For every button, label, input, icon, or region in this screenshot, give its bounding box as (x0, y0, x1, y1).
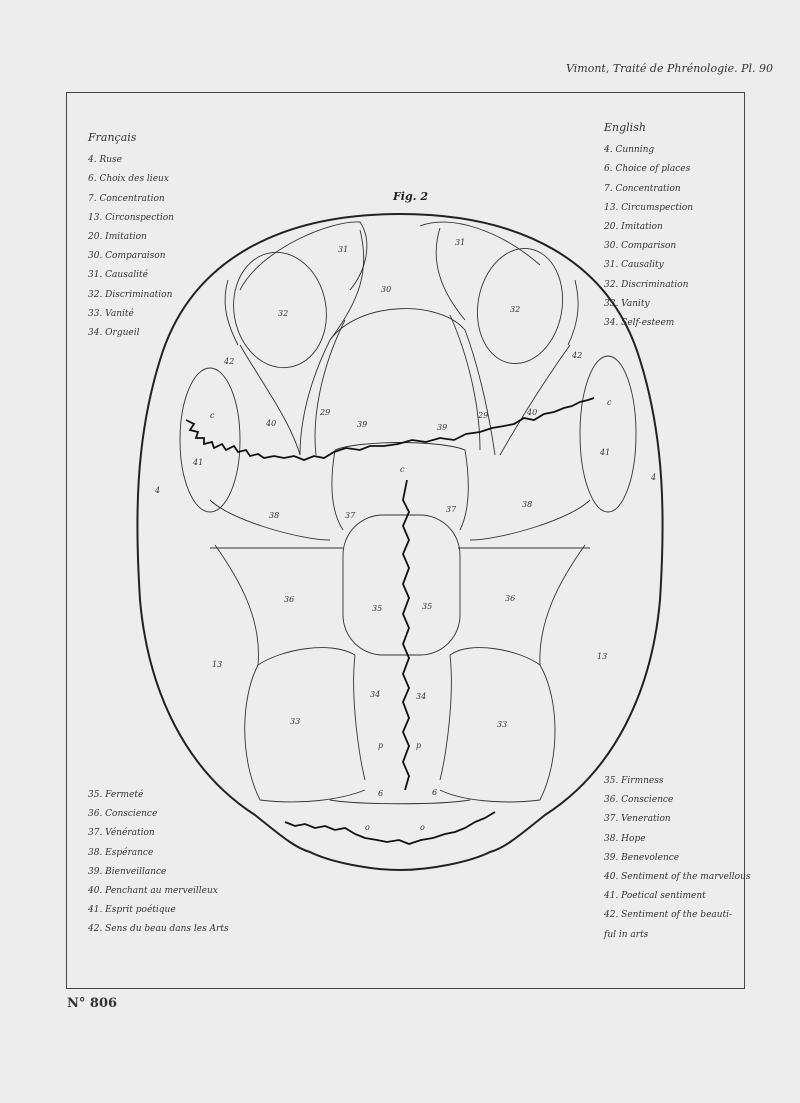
legend-item: 20. Imitation (88, 232, 147, 243)
region-label: c (210, 411, 215, 420)
english-legend-title: English (604, 121, 646, 134)
legend-item: 38. Espérance (88, 847, 154, 858)
legend-item: 40. Penchant au merveilleux (88, 886, 218, 897)
region-label: 40 (266, 419, 277, 428)
legend-item: 41. Esprit poétique (88, 905, 176, 916)
region-label: o (420, 823, 425, 832)
region-label: 42 (572, 351, 583, 360)
region-label: 39 (437, 423, 448, 432)
legend-item: 30. Comparison (604, 241, 677, 252)
legend-item: 30. Comparaison (88, 251, 166, 262)
region-41-left (180, 368, 240, 512)
plate-header: Vimont, Traité de Phrénologie. Pl. 90 (566, 62, 774, 75)
legend-item: 40. Sentiment of the marvellous (604, 872, 751, 883)
region-label: p (416, 741, 422, 750)
region-label: 37 (446, 505, 457, 514)
legend-item: 7. Concentration (88, 193, 165, 204)
region-label: 34 (370, 690, 381, 699)
region-label: 37 (345, 511, 356, 520)
region-label: p (378, 741, 384, 750)
legend-item: 35. Fermeté (88, 790, 144, 800)
region-label: c (607, 398, 612, 407)
region-label: 35 (422, 602, 433, 611)
region-label: 38 (522, 500, 533, 509)
region-label: 4 (651, 473, 657, 482)
region-label: 6 (432, 788, 438, 797)
legend-item: 13. Circonspection (88, 212, 174, 223)
legend-item: 37. Vénération (88, 828, 155, 839)
region-label: 36 (505, 594, 516, 603)
legend-item: 7. Concentration (604, 183, 681, 194)
sagittal-suture (403, 480, 409, 790)
legend-item: 37. Veneration (604, 814, 671, 825)
region-29-right-outline (450, 315, 480, 450)
legend-item: 33. Vanity (604, 298, 650, 309)
legend-item: 39. Benevolence (604, 852, 680, 863)
region-31-left-outline (240, 222, 367, 290)
legend-item: 33. Vanité (88, 308, 134, 319)
legend-item: 31. Causalité (88, 270, 148, 281)
region-label: 42 (224, 357, 235, 366)
legend-item: 20. Imitation (604, 222, 663, 233)
region-40-right-outline (500, 345, 570, 455)
legend-item: 32. Discrimination (604, 279, 689, 290)
legend-item: 42. Sentiment of the beauti- (604, 910, 733, 921)
legend-item: 32. Discrimination (88, 289, 173, 300)
region-label: 32 (510, 305, 521, 314)
region-31-right-outline (420, 222, 540, 265)
legend-item: 6. Choix des lieux (88, 174, 169, 185)
legend-item: 41. Poetical sentiment (604, 891, 706, 902)
region-label: 13 (212, 660, 223, 669)
skull-outline (137, 214, 662, 870)
region-label: 36 (284, 595, 295, 604)
region-42-left-outline (225, 280, 238, 345)
region-label: 41 (193, 458, 204, 467)
figure-title: Fig. 2 (393, 190, 428, 203)
region-42-right-outline (568, 280, 578, 345)
legend-item: 36. Conscience (604, 795, 674, 806)
region-label: 35 (372, 604, 383, 613)
region-36-right-outline (458, 545, 590, 665)
region-label: 41 (600, 448, 611, 457)
region-label: 29 (320, 408, 331, 417)
region-41-right (580, 356, 636, 512)
region-36-left-outline (210, 545, 343, 665)
legend-item: 4. Cunning (604, 145, 655, 156)
lambdoid-suture (285, 812, 495, 844)
legend-item: 13. Circumspection (604, 202, 694, 213)
legend-item: 4. Ruse (88, 155, 122, 166)
region-label: 32 (278, 309, 289, 318)
legend-item: 42. Sens du beau dans les Arts (88, 924, 229, 935)
region-label: 13 (597, 652, 608, 661)
french-legend-title: Français (88, 131, 137, 144)
region-label: 30 (381, 285, 392, 294)
region-label: 33 (497, 720, 508, 729)
region-label: 33 (290, 717, 301, 726)
region-label: 34 (416, 692, 427, 701)
region-30-outline (330, 228, 465, 340)
legend-item: 36. Conscience (88, 809, 158, 820)
region-label: 40 (527, 408, 538, 417)
legend-item: 34. Orgueil (88, 328, 140, 339)
region-39-outline (300, 309, 495, 455)
region-40-left-outline (240, 345, 300, 455)
region-label: o (365, 823, 370, 832)
legend-item: 39. Bienveillance (88, 866, 167, 877)
region-label: 29 (478, 411, 489, 420)
region-label: 4 (155, 486, 161, 495)
region-6-outline (330, 800, 470, 804)
region-label: c (400, 465, 405, 474)
region-label: 31 (455, 238, 466, 247)
region-label: 38 (269, 511, 280, 520)
region-35-outline (343, 515, 460, 655)
legend-item: 6. Choice of places (604, 164, 691, 175)
legend-item: 34. Self-esteem (604, 318, 675, 329)
legend-item: 35. Firmness (604, 776, 664, 786)
region-33-left-outline (245, 648, 365, 802)
legend-item: 38. Hope (604, 833, 646, 844)
region-38-left-outline (210, 500, 330, 540)
plate-number: N° 806 (67, 996, 118, 1011)
region-label: 39 (357, 420, 368, 429)
legend-item: ful in arts (604, 929, 649, 940)
legend-item: 31. Causality (604, 260, 664, 271)
region-label: 31 (338, 245, 349, 254)
region-label: 6 (378, 789, 384, 798)
